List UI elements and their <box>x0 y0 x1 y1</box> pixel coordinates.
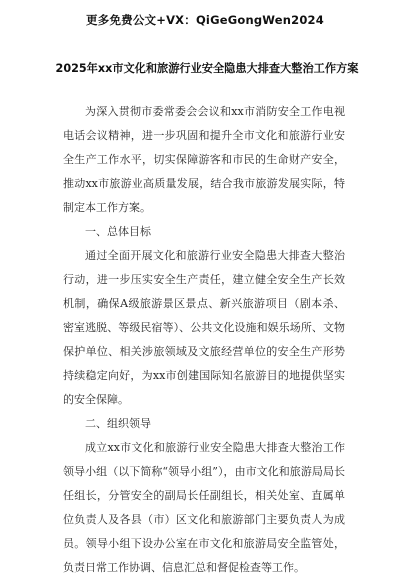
document-title: 2025年xx市文化和旅游行业安全隐患大排查大整治工作方案 <box>55 62 359 75</box>
goals-paragraph: 通过全面开展文化和旅游行业安全隐患大排查大整治行动，进一步压实安全生产责任，建立健全安全生产长效机制，确保A级旅游景区景点、新兴旅游项目（剧本杀、密室逃脱、等级民宿等）、公共文化设施和娱乐场所、文物保护单位、相关涉旅领域及文旅经营单位的安全生产形势持续稳定向好，为xx市创建国际知名旅游目的地提供坚实的安全保障。 <box>63 249 345 406</box>
section-heading-leadership: 二、组织领导 <box>85 417 151 430</box>
intro-paragraph: 为深入贯彻市委常委会会议和xx市消防安全工作电视电话会议精神，进一步巩固和提升全市文化和旅游行业安全生产工作水平，切实保障游客和市民的生命财产安全，推动xx市旅游业高质量发展，结合我市旅游发展实际，特制定本工作方案。 <box>63 105 345 214</box>
leadership-paragraph: 成立xx市文化和旅游行业安全隐患大排查大整治工作领导小组（以下简称“领导小组”），由市文化和旅游局局长任组长，分管安全的副局长任副组长，相关处室、直属单位负责人及各县（市）区文化和旅游部门主要负责人为成员。领导小组下设办公室在市文化和旅游局安全监管处，负责日常工作协调、信息汇总和督促检查等工作。 <box>63 441 345 574</box>
section-heading-goals: 一、总体目标 <box>85 225 151 238</box>
document-body <box>63 100 345 580</box>
promo-banner: 更多免费公文+VX：QiGeGongWen2024 <box>86 13 324 27</box>
